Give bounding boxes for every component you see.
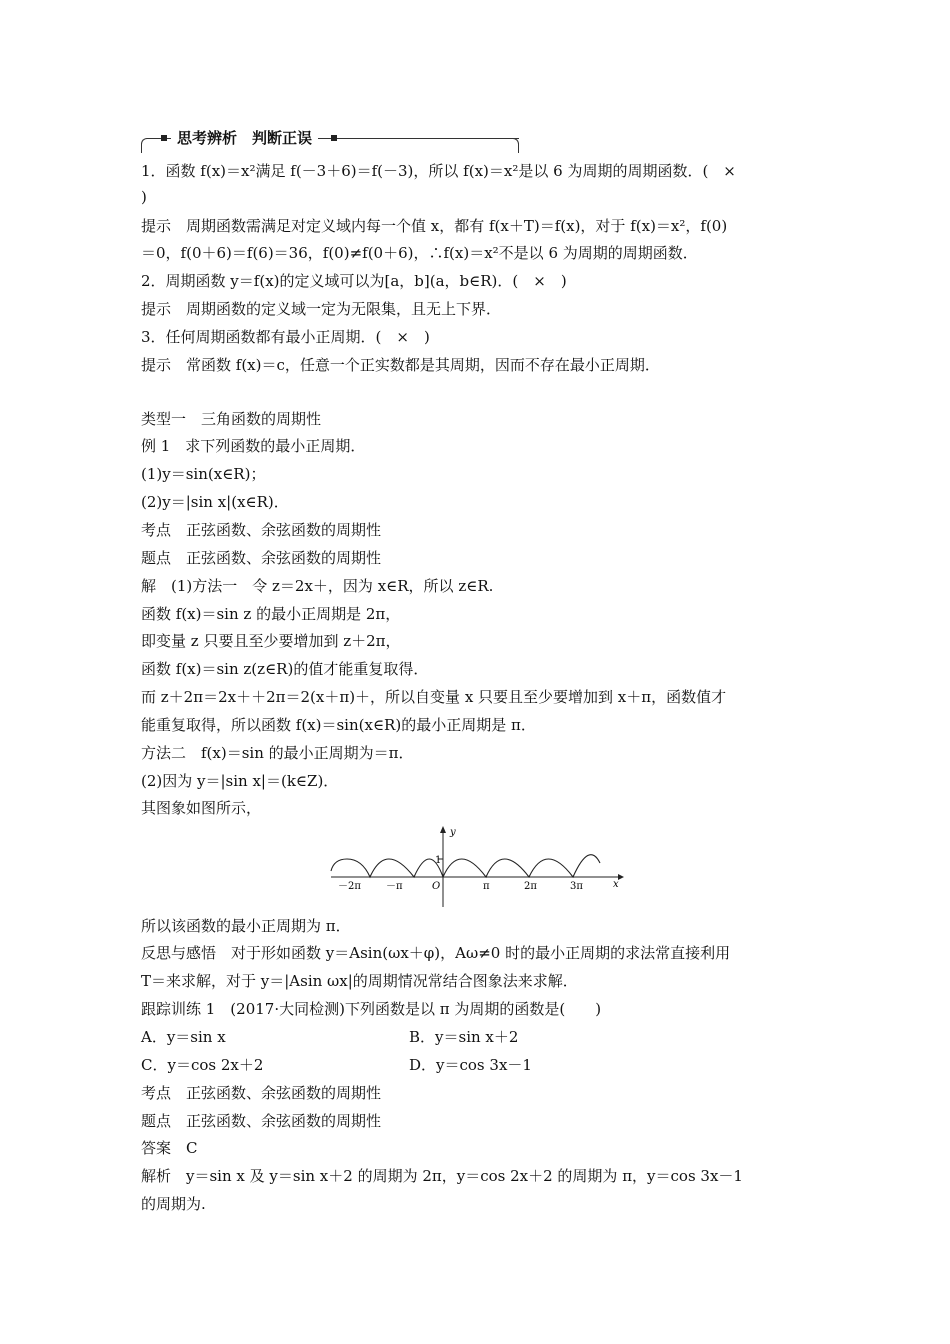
text-line: 而 z＋2π＝2x＋＋2π＝2(x＋π)＋，所以自变量 x 只要且至少要增加到 x＋π，函数值才 [141, 688, 727, 706]
text-line: 所以该函数的最小正周期为 π． [141, 917, 351, 935]
text-line: (2)因为 y＝|sin x|＝(k∈Z)． [141, 772, 339, 790]
x-tick-label: 3π [570, 881, 583, 892]
text-line: 2．周期函数 y＝f(x)的定义域可以为[a，b](a，b∈R)．( × ) [141, 272, 567, 290]
text-line: 考点 正弦函数、余弦函数的周期性 [141, 1084, 382, 1102]
x-axis-arrow-icon [618, 874, 624, 880]
text-line: (1)y＝sin(x∈R)； [141, 465, 266, 483]
option-b: B．y＝sin x＋2 [409, 1028, 519, 1046]
section-heading: 类型一 三角函数的周期性 [141, 410, 322, 428]
x-tick-label: 2π [524, 881, 537, 892]
text-line: 提示 周期函数的定义域一定为无限集，且无上下界． [141, 300, 502, 318]
text-line: ) [141, 188, 147, 206]
text-line: 提示 周期函数需满足对定义域内每一个值 x，都有 f(x＋T)＝f(x)，对于 f(x)＝x²，f(0) [141, 217, 728, 235]
origin-label: O [432, 881, 441, 892]
x-tick-label: π [483, 881, 490, 892]
y-axis-label: y [450, 827, 456, 838]
curve-abs-sine [331, 855, 600, 877]
banner-left-corner [141, 138, 148, 153]
text-line: 函数 f(x)＝sin z 的最小正周期是 2π， [141, 605, 401, 623]
text-line: (2)y＝|sin x|(x∈R)． [141, 493, 289, 511]
text-line: ＝0，f(0＋6)＝f(6)＝36，f(0)≠f(0＋6)，∴f(x)＝x²不是以 6 为周期的周期函数． [141, 244, 698, 262]
text-line: 提示 常函数 f(x)＝c，任意一个正实数都是其周期，因而不存在最小正周期． [141, 356, 660, 374]
x-axis-label: x [613, 879, 619, 890]
text-line: 考点 正弦函数、余弦函数的周期性 [141, 521, 382, 539]
abs-sine-graph [326, 825, 626, 910]
text-line: 函数 f(x)＝sin z(z∈R)的值才能重复取得． [141, 660, 429, 678]
x-tick-label: －2π [338, 881, 361, 892]
banner-title: 思考辨析 判断正误 [171, 127, 318, 149]
y-tick-label: 1 [435, 855, 442, 866]
text-line: T＝来求解，对于 y＝|Asin ωx|的周期情况常结合图象法来求解． [141, 972, 578, 990]
text-line: 能重复取得，所以函数 f(x)＝sin(x∈R)的最小正周期是 π． [141, 716, 536, 734]
option-d: D．y＝cos 3x－1 [409, 1056, 532, 1074]
text-line: 的周期为. [141, 1195, 206, 1213]
banner-square-icon [161, 135, 167, 141]
text-line: 反思与感悟 对于形如函数 y＝Asin(ωx＋φ)，Aω≠0 时的最小正周期的求法常直接利用 [141, 944, 731, 962]
answer-line: 答案 C [141, 1139, 198, 1157]
text-line: 例 1 求下列函数的最小正周期． [141, 437, 366, 455]
text-line: 方法二 f(x)＝sin 的最小正周期为＝π． [141, 744, 414, 762]
text-line: 即变量 z 只要且至少要增加到 z＋2π， [141, 632, 401, 650]
text-line: 3．任何周期函数都有最小正周期．( × ) [141, 328, 430, 346]
section-banner [141, 127, 519, 153]
text-line: 1．函数 f(x)＝x²满足 f(－3＋6)＝f(－3)，所以 f(x)＝x²是以 6 为周期的周期函数．( × [141, 162, 736, 180]
text-line: 跟踪训练 1 (2017·大同检测)下列函数是以 π 为周期的函数是( ) [141, 1000, 602, 1018]
y-axis-arrow-icon [440, 826, 446, 833]
text-line: 题点 正弦函数、余弦函数的周期性 [141, 1112, 382, 1130]
text-line: 题点 正弦函数、余弦函数的周期性 [141, 549, 382, 567]
text-line: 解 (1)方法一 令 z＝2x＋，因为 x∈R，所以 z∈R. [141, 577, 494, 595]
option-c: C．y＝cos 2x＋2 [141, 1056, 264, 1074]
banner-right-corner [512, 138, 519, 153]
text-line: 解析 y＝sin x 及 y＝sin x＋2 的周期为 2π，y＝cos 2x＋2 的周期为 π，y＝cos 3x－1 [141, 1167, 743, 1185]
banner-square-icon [331, 135, 337, 141]
text-line: 其图象如图所示， [141, 799, 262, 817]
option-a: A．y＝sin x [141, 1028, 226, 1046]
x-tick-label: －π [386, 881, 403, 892]
